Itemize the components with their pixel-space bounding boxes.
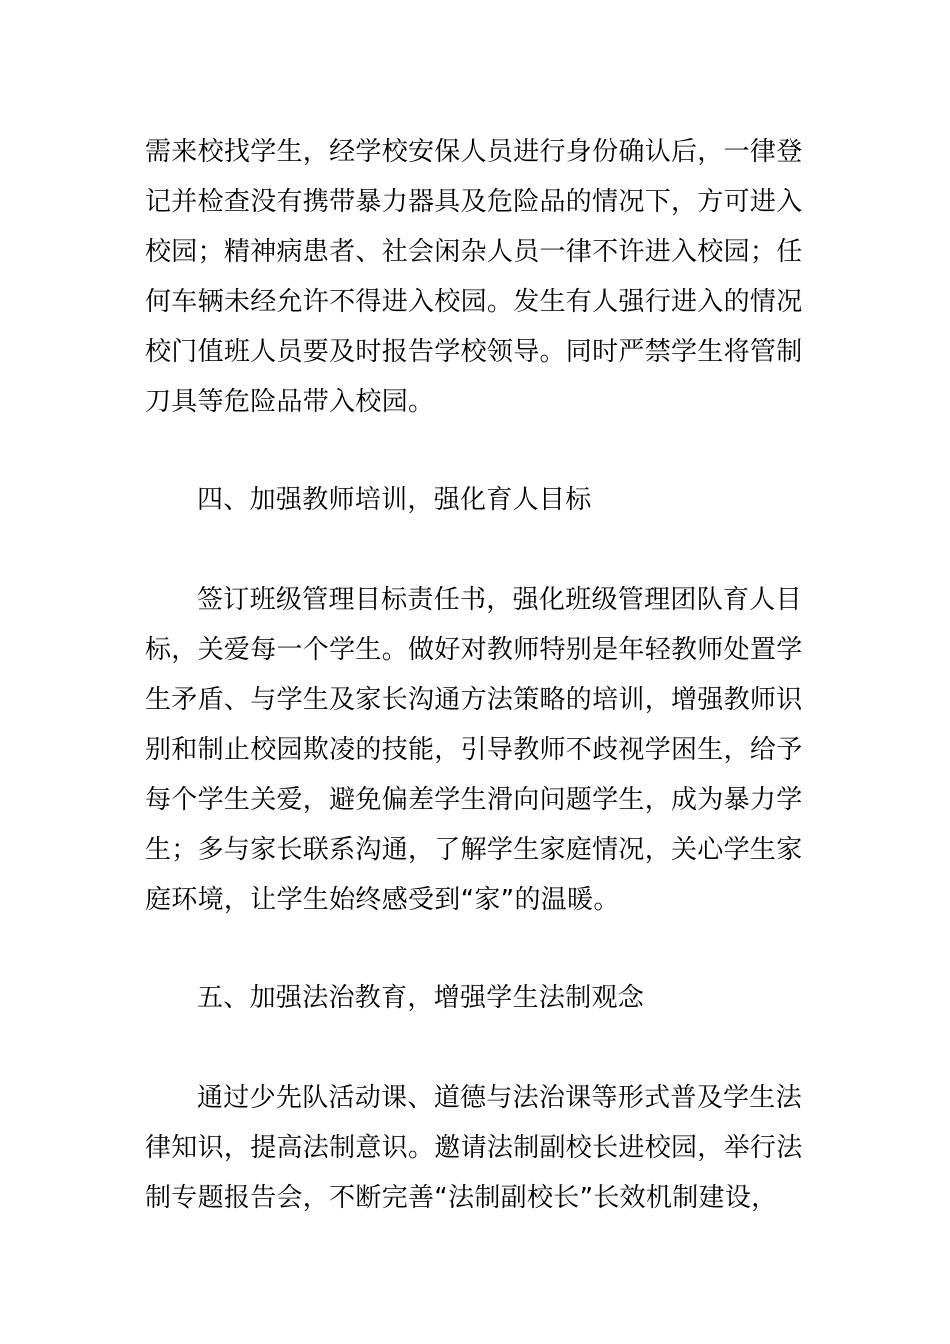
paragraph-line: 何车辆未经允许不得进入校园。发生有人强行进入的情况 [145,287,803,317]
paragraph-line: 签订班级管理目标责任书，强化班级管理团队育人目 [197,585,802,615]
paragraph-line: 校门值班人员要及时报告学校领导。同时严禁学生将管制 [145,337,803,367]
paragraph-line: 生矛盾、与学生及家长沟通方法策略的培训，增强教师识 [145,685,803,715]
paragraph-line: 生；多与家长联系沟通，了解学生家庭情况，关心学生家 [145,835,803,865]
paragraph-line: 每个学生关爱，避免偏差学生滑向问题学生，成为暴力学 [145,785,803,815]
paragraph-line: 通过少先队活动课、道德与法治课等形式普及学生法 [197,1083,802,1113]
paragraph-line: 校园；精神病患者、社会闲杂人员一律不许进入校园；任 [145,237,803,267]
section-heading: 五、加强法治教育，增强学生法制观念 [197,983,645,1013]
paragraph-line: 别和制止校园欺凌的技能，引导教师不歧视学困生，给予 [145,735,803,765]
paragraph-line: 标，关爱每一个学生。做好对教师特别是年轻教师处置学 [145,635,803,665]
section-heading: 四、加强教师培训，强化育人目标 [197,485,592,515]
paragraph-line: 刀具等危险品带入校园。 [145,387,435,417]
paragraph-line: 庭环境，让学生始终感受到“家”的温暖。 [145,885,620,915]
paragraph-line: 律知识，提高法制意识。邀请法制副校长进校园，举行法 [145,1133,803,1163]
paragraph-line: 记并检查没有携带暴力器具及危险品的情况下，方可进入 [145,187,803,217]
paragraph-line: 需来校找学生，经学校安保人员进行身份确认后，一律登 [145,137,803,167]
paragraph-line: 制专题报告会，不断完善“法制副校长”长效机制建设， [145,1183,778,1213]
